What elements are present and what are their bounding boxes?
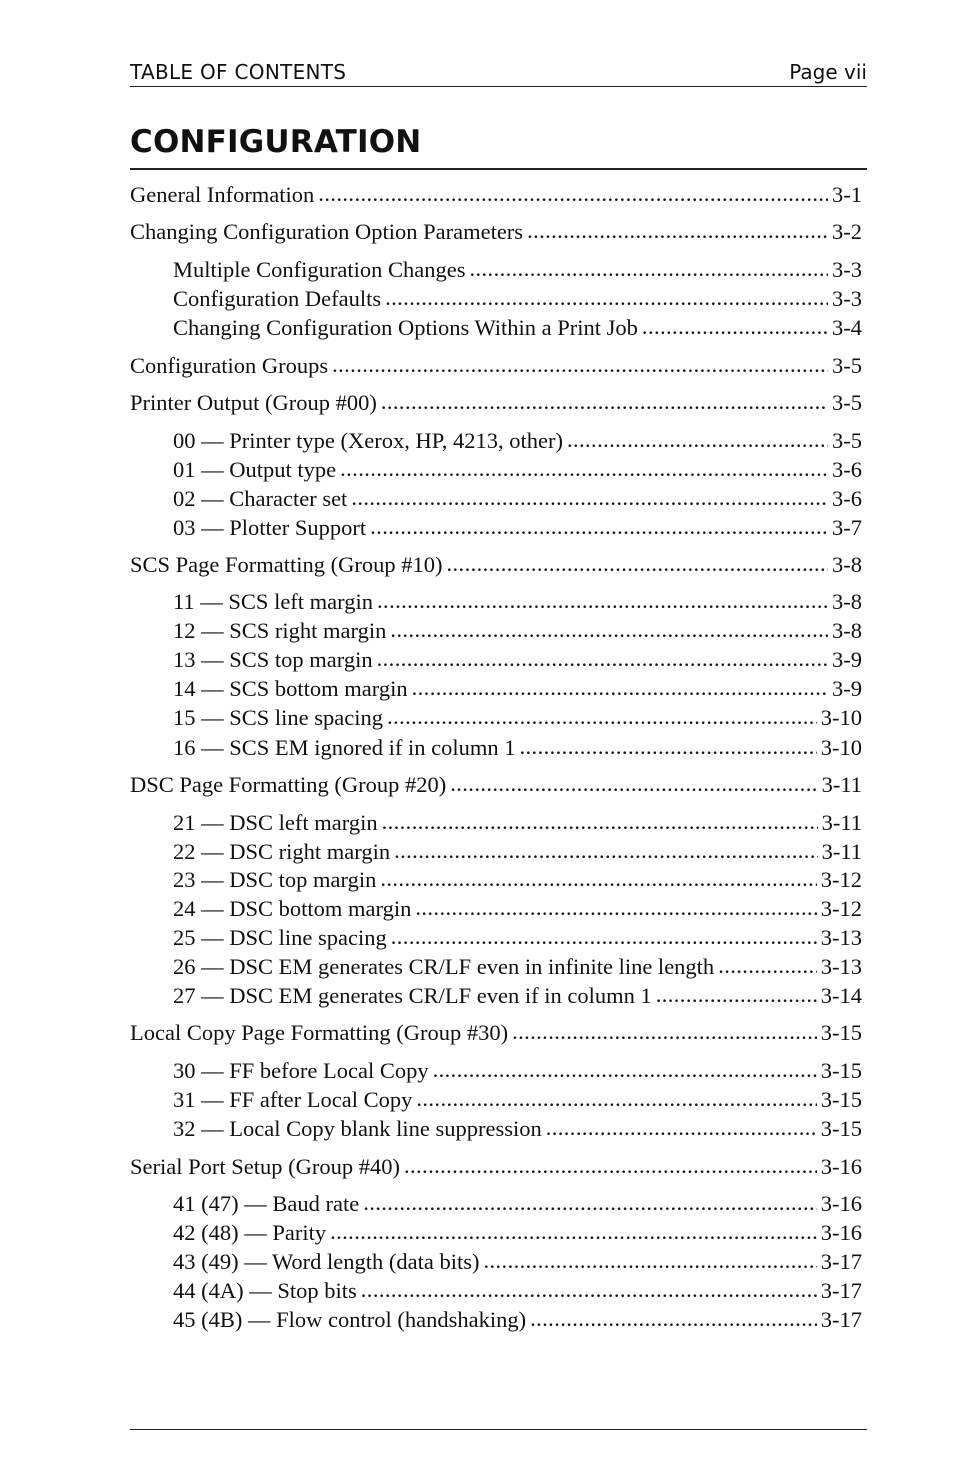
toc-subentry[interactable] — [173, 1087, 862, 1116]
running-header — [130, 58, 867, 87]
toc-entry-page: 3-2 — [832, 219, 862, 244]
toc-subentry[interactable] — [173, 286, 862, 315]
toc-entry-title: DSC Page Formatting (Group #20) — [130, 772, 447, 797]
header-page-number: Page vii — [789, 60, 867, 84]
toc-entry-title: 15 — SCS line spacing — [173, 705, 384, 730]
toc-entry-page: 3-16 — [820, 1154, 862, 1179]
toc-entry[interactable] — [130, 390, 862, 419]
dot-leader — [361, 1277, 817, 1303]
toc-entry-page: 3-6 — [832, 486, 862, 511]
toc-entry-title: Configuration Groups — [130, 353, 329, 378]
toc-entry-page: 3-15 — [820, 1058, 862, 1083]
toc-entry[interactable] — [130, 772, 862, 801]
dot-leader — [370, 514, 828, 540]
dot-leader — [520, 734, 817, 760]
dot-leader — [412, 675, 828, 701]
toc-subentry[interactable] — [173, 983, 862, 1012]
toc-subentry[interactable] — [173, 1278, 862, 1307]
toc-entry-title: 42 (48) — Parity — [173, 1220, 327, 1245]
toc-entry-page: 3-9 — [832, 676, 862, 701]
dot-leader — [318, 181, 828, 207]
toc-entry[interactable] — [130, 219, 862, 248]
dot-leader — [377, 646, 828, 672]
toc-subentry[interactable] — [173, 867, 862, 896]
toc-subentry[interactable] — [173, 457, 862, 486]
header-section-title: TABLE OF CONTENTS — [130, 60, 347, 84]
toc-entry[interactable] — [130, 552, 862, 581]
toc-entry-page: 3-15 — [820, 1087, 862, 1112]
dot-leader — [483, 1248, 816, 1274]
toc-entry-page: 3-12 — [820, 867, 862, 892]
toc-entry-title: 13 — SCS top margin — [173, 647, 373, 672]
toc-entry-page: 3-8 — [832, 552, 862, 577]
toc-entry-page: 3-7 — [832, 515, 862, 540]
dot-leader — [469, 256, 828, 282]
toc-entry-title: 03 — Plotter Support — [173, 515, 367, 540]
toc-subentry[interactable] — [173, 257, 862, 286]
toc-entry-title: Serial Port Setup (Group #40) — [130, 1154, 400, 1179]
toc-entry-page: 3-16 — [820, 1220, 862, 1245]
dot-leader — [377, 588, 828, 614]
dot-leader — [642, 314, 828, 340]
toc-entry-page: 3-5 — [832, 428, 862, 453]
toc-entry-title: 27 — DSC EM generates CR/LF even if in column 1 — [173, 983, 652, 1008]
toc-entry-title: SCS Page Formatting (Group #10) — [130, 552, 443, 577]
toc-subentry[interactable] — [173, 1058, 862, 1087]
toc-subentry[interactable] — [173, 676, 862, 705]
dot-leader — [332, 352, 828, 378]
footer-rule — [130, 1429, 867, 1430]
toc-entry[interactable] — [130, 1154, 862, 1183]
toc-entry-title: 45 (4B) — Flow control (handshaking) — [173, 1307, 527, 1332]
toc-entry-title: 24 — DSC bottom margin — [173, 896, 412, 921]
dot-leader — [381, 389, 828, 415]
toc-entry-title: 41 (47) — Baud rate — [173, 1191, 360, 1216]
toc-subentry[interactable] — [173, 1191, 862, 1220]
toc-subentry[interactable] — [173, 896, 862, 925]
toc-entry-page: 3-14 — [820, 983, 862, 1008]
dot-leader — [527, 218, 828, 244]
toc-entry-title: 14 — SCS bottom margin — [173, 676, 408, 701]
toc-entry-title: General Information — [130, 182, 315, 207]
toc-entry-page: 3-13 — [820, 954, 862, 979]
dot-leader — [387, 704, 817, 730]
toc-entry-title: 12 — SCS right margin — [173, 618, 387, 643]
toc-entry-title: 21 — DSC left margin — [173, 810, 378, 835]
dot-leader — [351, 485, 828, 511]
toc-entry-page: 3-1 — [832, 182, 862, 207]
dot-leader — [718, 953, 817, 979]
toc-subentry[interactable] — [173, 515, 862, 544]
dot-leader — [382, 809, 818, 835]
toc-entry-page: 3-5 — [832, 353, 862, 378]
toc-entry-title: Printer Output (Group #00) — [130, 390, 377, 415]
toc-entry-page: 3-11 — [821, 839, 862, 864]
toc-entry-page: 3-9 — [832, 647, 862, 672]
toc-entry-page: 3-8 — [832, 589, 862, 614]
chapter-title: CONFIGURATION — [130, 124, 867, 170]
toc-subentry[interactable] — [173, 618, 862, 647]
toc-entry[interactable] — [130, 182, 862, 211]
toc-subentry[interactable] — [173, 705, 862, 734]
toc-entry-title: 30 — FF before Local Copy — [173, 1058, 429, 1083]
toc-entry-page: 3-6 — [832, 457, 862, 482]
toc-entry[interactable] — [130, 353, 862, 382]
toc-entry-title: 00 — Printer type (Xerox, HP, 4213, other) — [173, 428, 563, 453]
dot-leader — [447, 551, 829, 577]
toc-entry-page: 3-10 — [820, 735, 862, 760]
toc-subentry[interactable] — [173, 589, 862, 618]
dot-leader — [330, 1219, 817, 1245]
dot-leader — [404, 1153, 817, 1179]
toc-subentry[interactable] — [173, 1220, 862, 1249]
toc-entry-title: 11 — SCS left margin — [173, 589, 374, 614]
toc-entry-title: 44 (4A) — Stop bits — [173, 1278, 357, 1303]
toc-subentry[interactable] — [173, 1116, 862, 1145]
toc-entry-title: 23 — DSC top margin — [173, 867, 377, 892]
toc-subentry[interactable] — [173, 315, 862, 344]
toc-subentry[interactable] — [173, 839, 862, 868]
dot-leader — [391, 924, 817, 950]
dot-leader — [656, 982, 817, 1008]
toc-entry-page: 3-10 — [820, 705, 862, 730]
toc-entry-page: 3-12 — [820, 896, 862, 921]
toc-entry-title: Multiple Configuration Changes — [173, 257, 466, 282]
toc-entry[interactable] — [130, 1020, 862, 1049]
dot-leader — [567, 427, 828, 453]
toc-entry-title: Changing Configuration Option Parameters — [130, 219, 524, 244]
toc-entry-page: 3-3 — [832, 257, 862, 282]
toc-entry-title: Changing Configuration Options Within a Print Job — [173, 315, 638, 340]
dot-leader — [390, 617, 828, 643]
toc-entry-page: 3-16 — [820, 1191, 862, 1216]
toc-entry-page: 3-17 — [820, 1307, 862, 1332]
dot-leader — [433, 1057, 817, 1083]
toc-entry-page: 3-4 — [832, 315, 862, 340]
toc-entry-page: 3-17 — [820, 1278, 862, 1303]
dot-leader — [416, 1086, 816, 1112]
toc-subentry[interactable] — [173, 1249, 862, 1278]
dot-leader — [450, 771, 817, 797]
toc-subentry[interactable] — [173, 810, 862, 839]
toc-entry-page: 3-11 — [821, 772, 862, 797]
toc-entry-title: Configuration Defaults — [173, 286, 382, 311]
dot-leader — [380, 866, 816, 892]
toc-entry-page: 3-5 — [832, 390, 862, 415]
toc-entry-title: 26 — DSC EM generates CR/LF even in infinite line length — [173, 954, 715, 979]
toc-entry-page: 3-13 — [820, 925, 862, 950]
toc-subentry[interactable] — [173, 925, 862, 954]
toc-entry-page: 3-15 — [820, 1116, 862, 1141]
toc-entry-page: 3-15 — [820, 1020, 862, 1045]
dot-leader — [363, 1190, 817, 1216]
toc-subentry[interactable] — [173, 486, 862, 515]
toc-entry-page: 3-3 — [832, 286, 862, 311]
toc-entry-page: 3-17 — [820, 1249, 862, 1274]
dot-leader — [340, 456, 828, 482]
toc-entry-title: 32 — Local Copy blank line suppression — [173, 1116, 542, 1141]
toc-subentry[interactable] — [173, 428, 862, 457]
toc-entry-page: 3-8 — [832, 618, 862, 643]
toc-subentry[interactable] — [173, 647, 862, 676]
toc-entry-title: 02 — Character set — [173, 486, 348, 511]
toc-entry-page: 3-11 — [821, 810, 862, 835]
toc-entry-title: Local Copy Page Formatting (Group #30) — [130, 1020, 509, 1045]
dot-leader — [385, 285, 828, 311]
toc-entry-title: 22 — DSC right margin — [173, 839, 391, 864]
toc-entry-title: 31 — FF after Local Copy — [173, 1087, 413, 1112]
dot-leader — [415, 895, 816, 921]
dot-leader — [546, 1115, 817, 1141]
toc-entry-title: 25 — DSC line spacing — [173, 925, 387, 950]
dot-leader — [530, 1306, 817, 1332]
toc-subentry[interactable] — [173, 1307, 862, 1336]
toc-entry-title: 16 — SCS EM ignored if in column 1 — [173, 735, 516, 760]
toc-subentry[interactable] — [173, 954, 862, 983]
toc-entry-title: 43 (49) — Word length (data bits) — [173, 1249, 480, 1274]
dot-leader — [394, 838, 817, 864]
toc-entry-title: 01 — Output type — [173, 457, 337, 482]
toc-subentry[interactable] — [173, 735, 862, 764]
dot-leader — [512, 1019, 817, 1045]
